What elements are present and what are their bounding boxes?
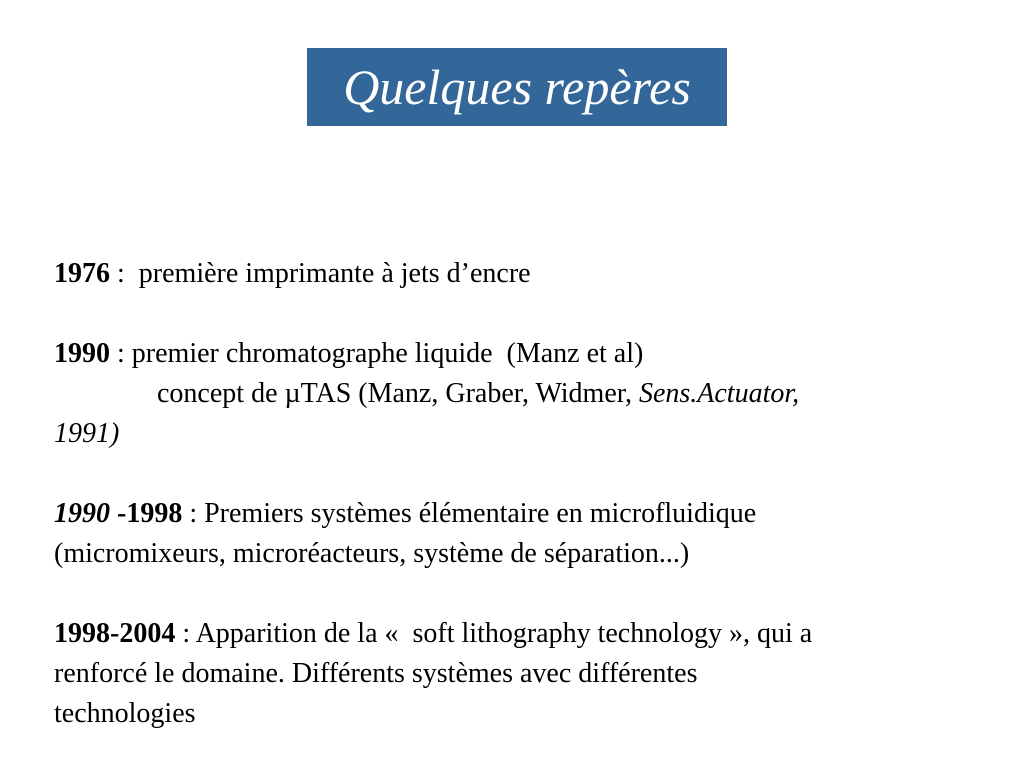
- timeline-body: [54, 254, 994, 734]
- year-1990-start: 1990: [54, 498, 110, 529]
- entry-1990-year-ref: 1991): [54, 418, 120, 449]
- entry-1990-1998-line2: (micromixeurs, microréacteurs, système de séparation...): [54, 538, 690, 569]
- year-1998-end: -1998: [110, 498, 183, 529]
- spacer: [54, 294, 994, 334]
- year-1990: 1990: [54, 338, 110, 369]
- entry-1990-line2: [54, 374, 994, 414]
- entry-1998-2004-line2: renforcé le domaine. Différents systèmes avec différentes: [54, 658, 698, 689]
- spacer: [54, 574, 994, 614]
- title-banner: [307, 48, 727, 126]
- separator: :: [110, 258, 139, 289]
- year-1976: 1976: [54, 258, 110, 289]
- year-1998-2004: 1998-2004: [54, 618, 176, 649]
- entry-1998-2004: [54, 614, 994, 654]
- entry-1998-2004-line3: technologies: [54, 698, 196, 729]
- spacer: [54, 454, 994, 494]
- entry-1990-line2-text: concept de µTAS (Manz, Graber, Widmer,: [157, 378, 639, 409]
- slide-title: Quelques repères: [343, 59, 691, 115]
- separator: :: [110, 338, 132, 369]
- separator: :: [182, 498, 205, 529]
- entry-1976-text: première imprimante à jets d’encre: [138, 258, 531, 289]
- entry-1998-2004-text: Apparition de la « soft lithography technology », qui a: [195, 618, 813, 649]
- entry-1990-journal: Sens.Actuator,: [638, 378, 800, 409]
- entry-1976: [54, 254, 994, 294]
- entry-1990-1998: [54, 494, 994, 534]
- entry-1990-text: premier chromatographe liquide (Manz et al): [131, 338, 644, 369]
- separator: :: [175, 618, 196, 649]
- entry-1990-1998-text: Premiers systèmes élémentaire en microfluidique: [204, 498, 757, 529]
- entry-1990: [54, 334, 994, 374]
